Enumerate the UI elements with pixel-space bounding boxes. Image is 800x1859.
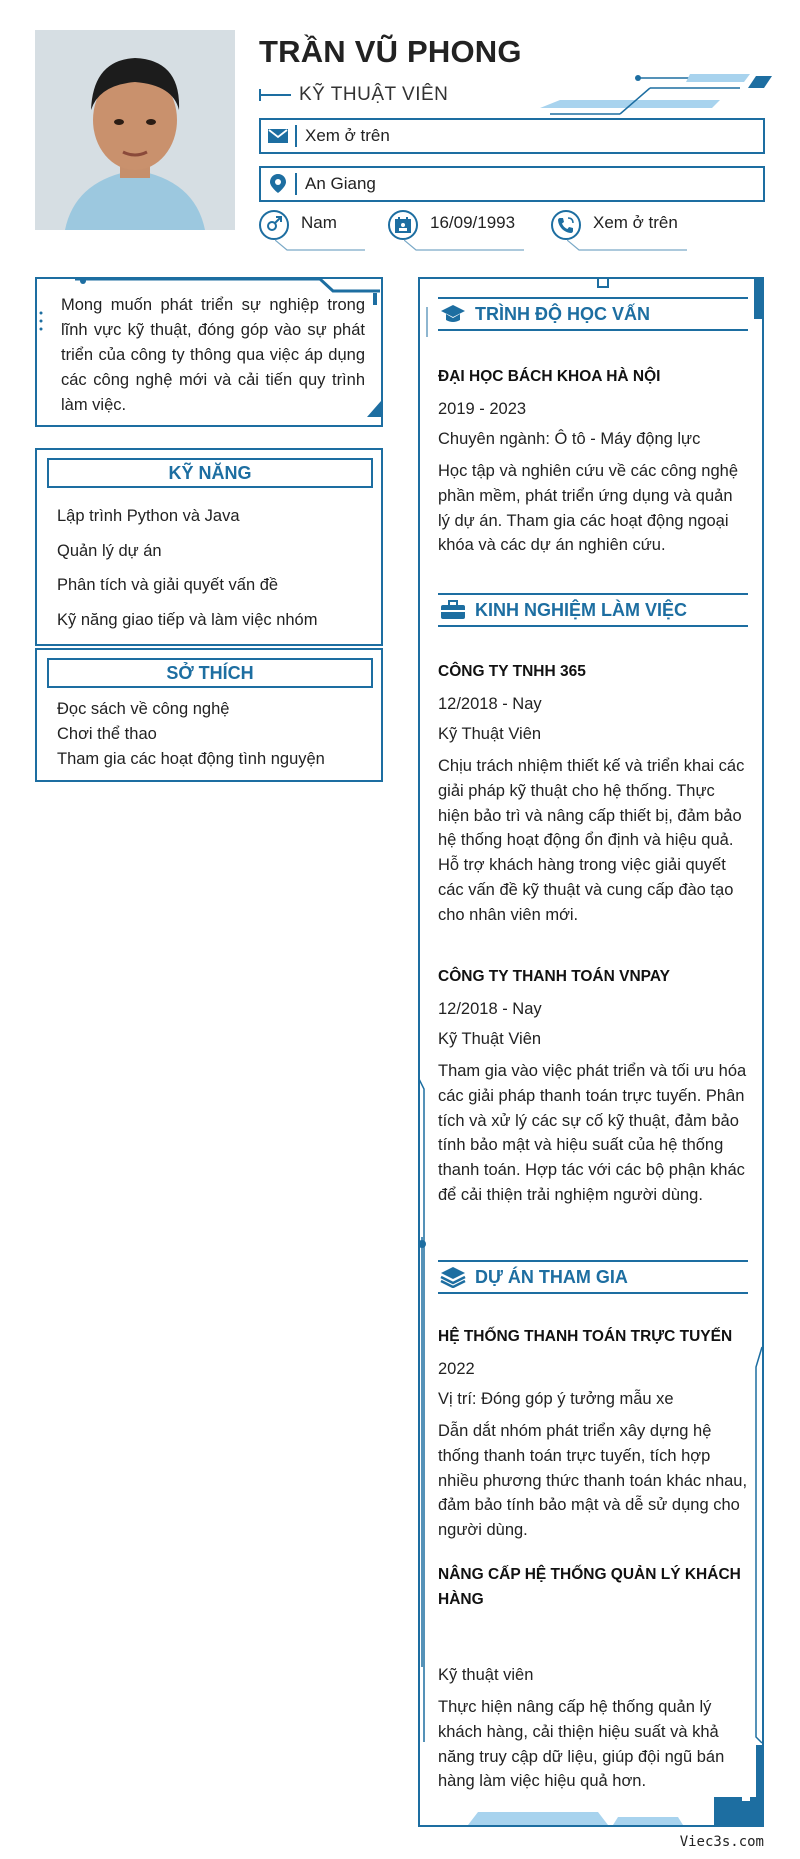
email-field bbox=[259, 118, 765, 154]
job-position: Kỹ Thuật Viên bbox=[438, 725, 542, 743]
projects-heading: DỰ ÁN THAM GIA bbox=[475, 1266, 628, 1287]
phone-underline bbox=[567, 240, 687, 252]
list-item: Phân tích và giải quyết vấn đề bbox=[57, 576, 279, 594]
hobbies-list bbox=[57, 697, 325, 772]
project-entry bbox=[438, 1562, 748, 1794]
hobbies-heading: SỞ THÍCH bbox=[47, 658, 373, 688]
email-value: Xem ở trên bbox=[305, 126, 390, 145]
job-description: Tham gia vào việc phát triển và tối ưu hóa các giải pháp thanh toán trực tuyến. Phân tích và xử lý các sự cố kỹ thuật, đảm bảo tính bảo mật và hiệu suất của hệ thống thanh toán. Hợp tác với các bộ phận khác để cải thiện trải nghiệm người dùng. bbox=[438, 1062, 747, 1204]
candidate-name: TRẦN VŨ PHONG bbox=[259, 34, 522, 69]
project-year bbox=[438, 1623, 748, 1643]
header-decoration bbox=[540, 70, 780, 116]
graduation-cap-icon bbox=[438, 304, 468, 324]
school-name: ĐẠI HỌC BÁCH KHOA HÀ NỘI bbox=[438, 368, 661, 385]
project-description: Dẫn dắt nhóm phát triển xây dựng hệ thống thanh toán trực tuyến, tích hợp nhiều phương thức thanh toán khác nhau, đảm bảo tính bảo mật và dễ sử dụng cho người dùng. bbox=[438, 1422, 748, 1540]
skills-list bbox=[57, 504, 317, 642]
person-photo-icon bbox=[35, 30, 235, 230]
briefcase-icon bbox=[438, 600, 468, 620]
profile-photo bbox=[35, 30, 235, 230]
watermark: Viec3s.com bbox=[679, 1834, 764, 1850]
main-content-panel bbox=[418, 277, 764, 1827]
location-pin-icon bbox=[261, 173, 297, 195]
company-name: CÔNG TY TNHH 365 bbox=[438, 663, 586, 680]
job-period: 12/2018 - Nay bbox=[438, 1000, 542, 1018]
education-heading-bar bbox=[438, 297, 748, 331]
job-title-row bbox=[259, 82, 448, 108]
project-description: Thực hiện nâng cấp hệ thống quản lý khách hàng, cải thiện hiệu suất và khả năng truy cập dữ liệu, giúp đội ngũ bán hàng làm việc hiệu quả hơn. bbox=[438, 1698, 725, 1791]
hobbies-panel bbox=[35, 648, 383, 782]
list-item: Chơi thể thao bbox=[57, 725, 157, 743]
education-description: Học tập và nghiên cứu về các công nghệ phần mềm, phát triển ứng dụng và quản lý dự án. Tham gia các hoạt động ngoại khóa và các dự án nghiên cứu. bbox=[438, 462, 738, 555]
gender-icon bbox=[259, 210, 289, 240]
list-item: Lập trình Python và Java bbox=[57, 507, 240, 525]
project-name: NÂNG CẤP HỆ THỐNG QUẢN LÝ KHÁCH HÀNG bbox=[438, 1566, 741, 1608]
mail-icon bbox=[261, 125, 297, 147]
list-item: Tham gia các hoạt động tình nguyện bbox=[57, 750, 325, 768]
job-position: Kỹ Thuật Viên bbox=[438, 1030, 542, 1048]
project-name: HỆ THỐNG THANH TOÁN TRỰC TUYẾN bbox=[438, 1328, 733, 1345]
phone-value: Xem ở trên bbox=[593, 213, 678, 232]
career-objective-panel bbox=[35, 277, 383, 427]
education-entry bbox=[438, 364, 748, 558]
projects-heading-bar bbox=[438, 1260, 748, 1294]
education-heading: TRÌNH ĐỘ HỌC VẤN bbox=[475, 303, 650, 324]
birthday-value: 16/09/1993 bbox=[430, 213, 516, 232]
birthday-underline bbox=[404, 240, 524, 252]
company-name: CÔNG TY THANH TOÁN VNPAY bbox=[438, 968, 670, 985]
skills-panel bbox=[35, 448, 383, 646]
list-item: Quản lý dự án bbox=[57, 541, 162, 560]
job-description: Chịu trách nhiệm thiết kế và triển khai các giải pháp kỹ thuật cho hệ thống. Thực hiện bảo trì và nâng cấp thiết bị, đảm bảo hệ thống hoạt động ổn định và hiệu quả. Hỗ trợ khách hàng trong việc giải quyết các vấn đề kỹ thuật và cung cấp đào tạo cho nhân viên mới. bbox=[438, 757, 745, 924]
gender-underline bbox=[275, 240, 365, 252]
title-line-decoration bbox=[259, 89, 291, 101]
objective-text: Mong muốn phát triển sự nghiệp trong lĩnh vực kỹ thuật, đóng góp vào sự phát triển của công ty thông qua việc áp dụng các công nghệ mới và cải tiến quy trình làm việc. bbox=[61, 296, 365, 414]
layers-icon bbox=[438, 1266, 468, 1288]
job-title: KỸ THUẬT VIÊN bbox=[299, 84, 449, 105]
gender-value: Nam bbox=[301, 213, 337, 232]
job-period: 12/2018 - Nay bbox=[438, 695, 542, 713]
project-entry bbox=[438, 1324, 748, 1543]
calendar-id-icon bbox=[388, 210, 418, 240]
project-role: Kỹ thuật viên bbox=[438, 1666, 534, 1684]
education-period: 2019 - 2023 bbox=[438, 400, 527, 418]
experience-heading-bar bbox=[438, 593, 748, 627]
experience-heading: KINH NGHIỆM LÀM VIỆC bbox=[475, 599, 688, 620]
education-major: Chuyên ngành: Ô tô - Máy động lực bbox=[438, 430, 701, 448]
experience-entry bbox=[438, 964, 748, 1208]
skills-heading: KỸ NĂNG bbox=[47, 458, 373, 488]
list-item: Kỹ năng giao tiếp và làm việc nhóm bbox=[57, 610, 318, 629]
project-year: 2022 bbox=[438, 1360, 475, 1378]
experience-entry bbox=[438, 659, 748, 928]
address-value: An Giang bbox=[305, 174, 376, 193]
project-role: Vị trí: Đóng góp ý tưởng mẫu xe bbox=[438, 1390, 674, 1408]
list-item: Đọc sách về công nghệ bbox=[57, 700, 230, 718]
phone-icon bbox=[551, 210, 581, 240]
address-field bbox=[259, 166, 765, 202]
